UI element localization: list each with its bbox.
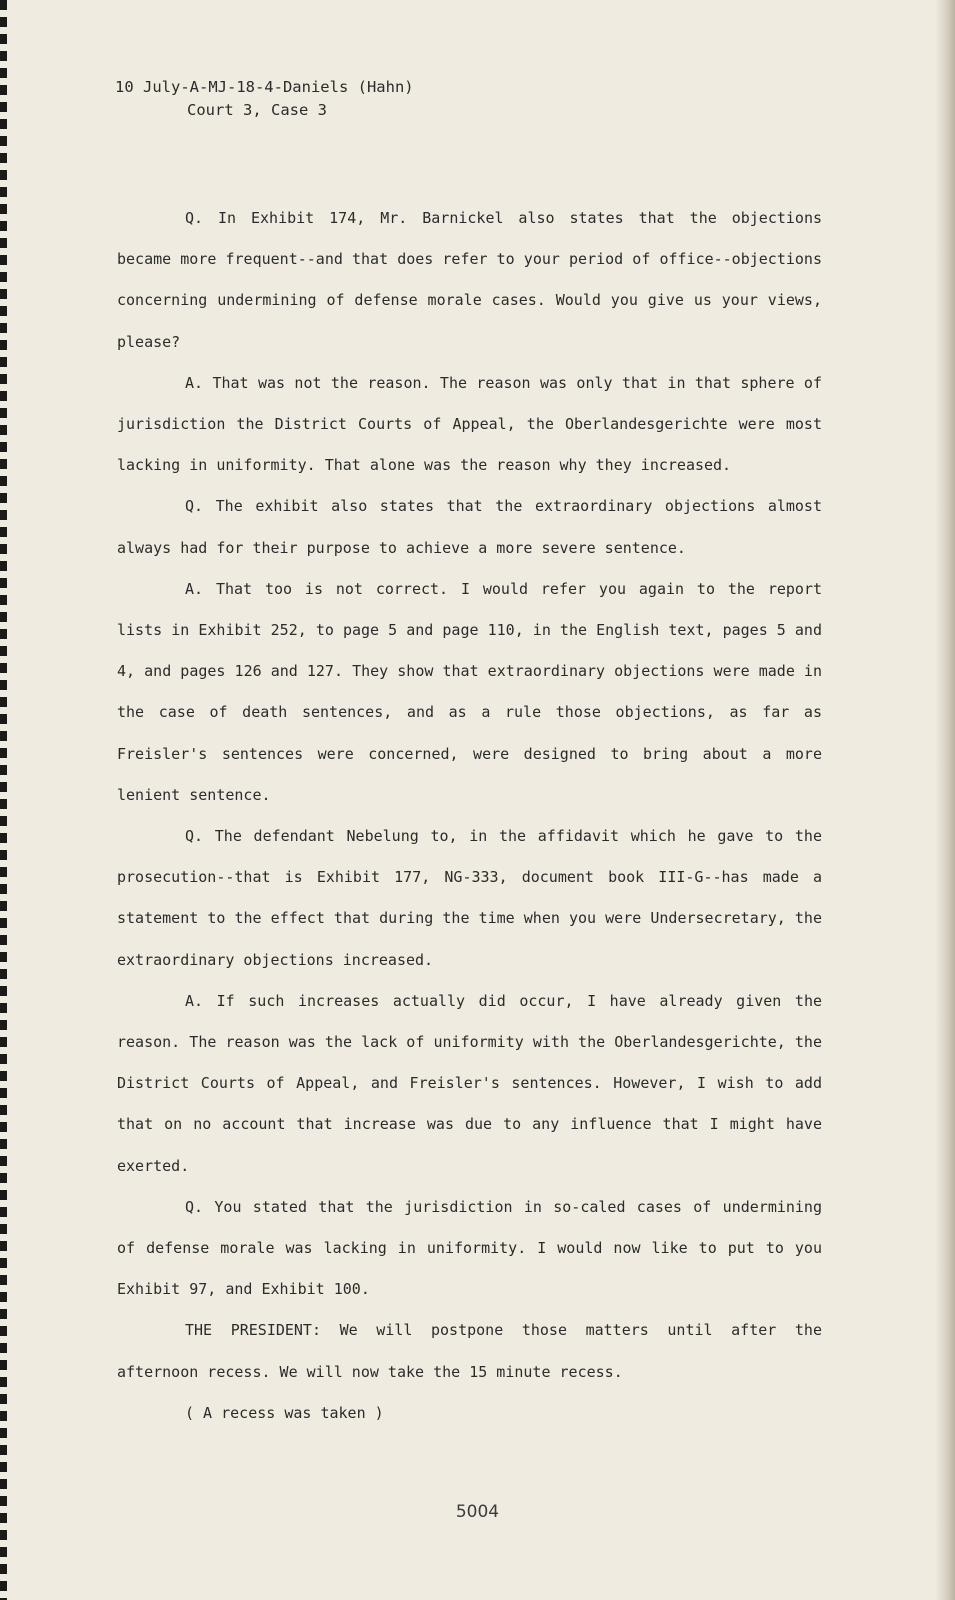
paragraph-recess-note: ( A recess was taken ): [185, 1403, 384, 1422]
page-edge-shadow: [935, 0, 955, 1600]
transcript-body: [117, 198, 822, 1434]
header-court-line: Court 3, Case 3: [187, 101, 327, 119]
paragraph-president: THE PRESIDENT: We will postpone those matters until after the afternoon recess. We will now take the 15 minute recess.: [117, 1321, 822, 1381]
transcript-header: [115, 76, 414, 122]
paragraph-answer-3: A. If such increases actually did occur, I have already given the reason. The reason was the lack of uniformity with the Oberlandesgerichte, the District Courts of Appeal, and Freisler's sentences. However, I wish to add that on no account that increase was due to any influence that I might have exerted.: [117, 991, 822, 1175]
paragraph-question-2: Q. The exhibit also states that the extraordinary objections almost always had for their purpose to achieve a more severe sentence.: [117, 497, 822, 557]
header-session-line: 10 July-A-MJ-18-4-Daniels (Hahn): [115, 78, 414, 96]
paragraph-answer-2: A. That too is not correct. I would refer you again to the report lists in Exhibit 252, to page 5 and page 110, in the English text, pages 5 and 4, and pages 126 and 127. They show that extraordinary objections were made in the case of death sentences, and as a rule those objections, as far as Freisler's sentences were concerned, were designed to bring about a more lenient sentence.: [117, 579, 822, 804]
paragraph-answer-1: A. That was not the reason. The reason was only that in that sphere of jurisdiction the District Courts of Appeal, the Oberlandesgerichte were most lacking in uniformity. That alone was the reason why they increased.: [117, 373, 822, 475]
binding-edge: [0, 0, 7, 1600]
paragraph-question-4: Q. You stated that the jurisdiction in so-caled cases of undermining of defense morale was lacking in uniformity. I would now like to put to you Exhibit 97, and Exhibit 100.: [117, 1197, 822, 1299]
page-number: 5004: [455, 1502, 500, 1522]
paragraph-question-1: Q. In Exhibit 174, Mr. Barnickel also states that the objections became more frequent--and that does refer to your period of office--objections concerning undermining of defense morale cases. Would you give us your views, please?: [117, 209, 822, 351]
paragraph-question-3: Q. The defendant Nebelung to, in the affidavit which he gave to the prosecution--that is Exhibit 177, NG-333, document book III-G--has made a statement to the effect that during the time when you were Undersecretary, the extraordinary objections increased.: [117, 827, 822, 969]
